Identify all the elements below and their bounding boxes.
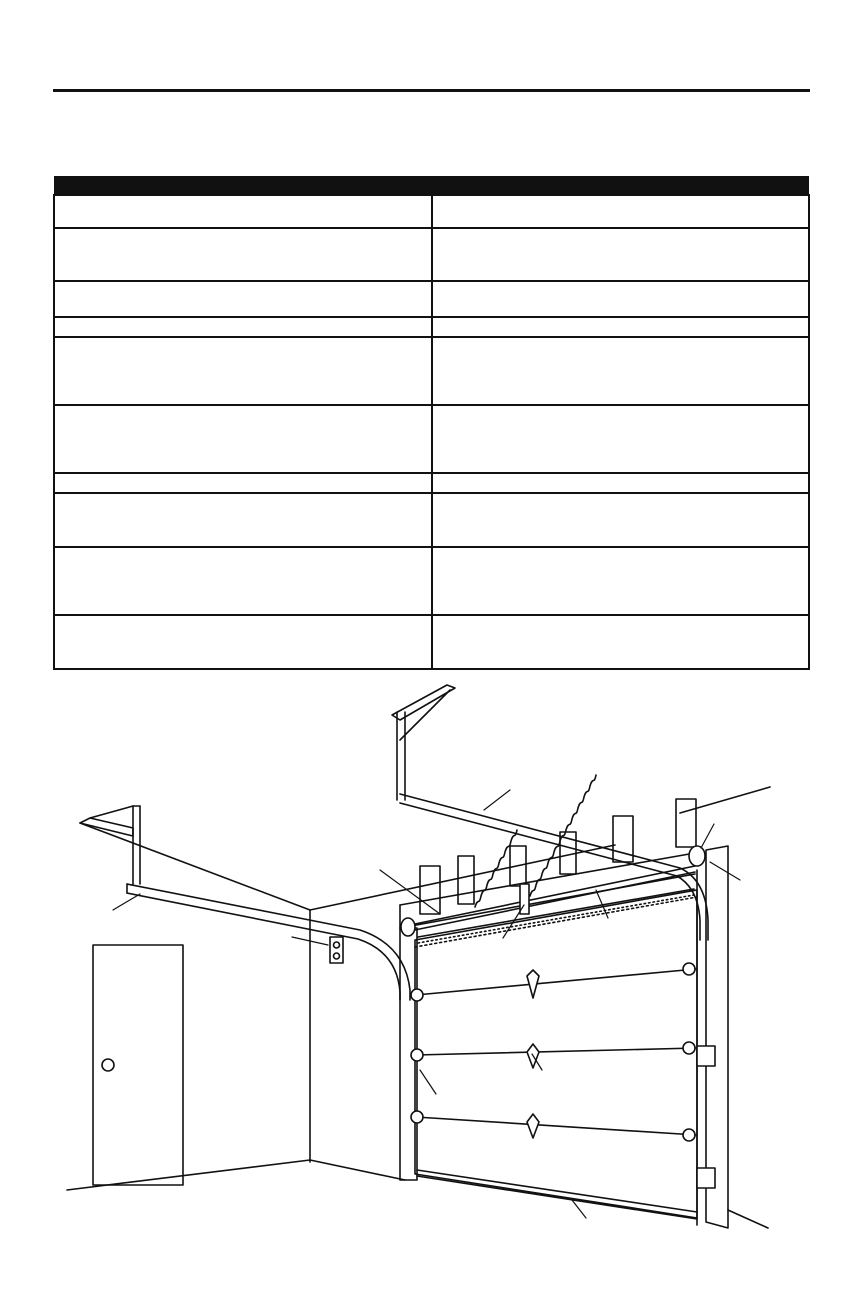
table-cell-term bbox=[54, 337, 432, 405]
table-cell-term bbox=[54, 405, 432, 473]
table-row bbox=[54, 615, 809, 669]
table-cell-term bbox=[54, 615, 432, 669]
table-row bbox=[54, 493, 809, 547]
table-cell-definition bbox=[432, 493, 810, 547]
table-cell-definition bbox=[432, 195, 810, 228]
table-cell-definition bbox=[432, 337, 810, 405]
table-row bbox=[54, 317, 809, 337]
table-cell-term bbox=[54, 281, 432, 317]
garage-door-illustration bbox=[0, 675, 864, 1296]
hinge-icon bbox=[527, 970, 539, 1138]
table-cell-term bbox=[54, 493, 432, 547]
door-knob-icon bbox=[102, 1059, 114, 1071]
outlet-icon bbox=[330, 937, 343, 963]
table-row bbox=[54, 281, 809, 317]
table-row bbox=[54, 195, 809, 228]
table-row bbox=[54, 405, 809, 473]
section-divider bbox=[53, 89, 810, 92]
door-panel bbox=[415, 890, 697, 1219]
terminology-table bbox=[53, 176, 810, 670]
entry-door bbox=[93, 945, 183, 1185]
table-row bbox=[54, 337, 809, 405]
leader-lines bbox=[113, 790, 740, 1218]
table-cell-definition bbox=[432, 473, 810, 493]
table-header-definition bbox=[432, 176, 810, 195]
room-outline bbox=[67, 787, 770, 1228]
left-track bbox=[80, 806, 410, 1000]
table-cell-definition bbox=[432, 547, 810, 615]
table-cell-term bbox=[54, 317, 432, 337]
table-cell-term bbox=[54, 547, 432, 615]
table-row bbox=[54, 228, 809, 281]
table-header-term bbox=[54, 176, 432, 195]
table-cell-definition bbox=[432, 281, 810, 317]
table-cell-definition bbox=[432, 228, 810, 281]
table-row bbox=[54, 473, 809, 493]
table-cell-definition bbox=[432, 317, 810, 337]
table-cell-term bbox=[54, 195, 432, 228]
table-row bbox=[54, 547, 809, 615]
table-cell-term bbox=[54, 473, 432, 493]
table-header-row bbox=[54, 176, 809, 195]
table-cell-definition bbox=[432, 405, 810, 473]
door-jambs bbox=[400, 846, 728, 1228]
table-cell-definition bbox=[432, 615, 810, 669]
table-cell-term bbox=[54, 228, 432, 281]
torsion-spring-icon bbox=[410, 775, 695, 931]
